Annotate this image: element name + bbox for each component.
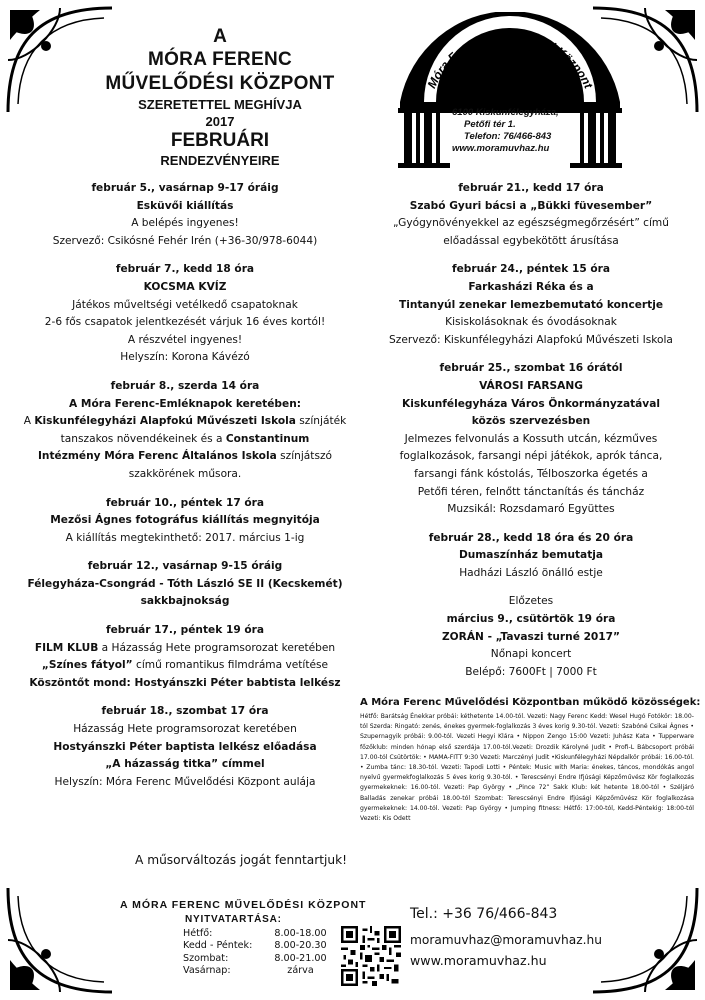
event-title: Szabó Gyuri bácsi a „Bükki füvesember”: [409, 199, 653, 212]
event-date: február 24., péntek 15 óra: [451, 263, 611, 276]
opening-hours-title: NYITVATARTÁSA:: [185, 914, 282, 925]
event-line: előadással egybekötött árusítása: [443, 234, 619, 247]
event-line: „Színes fátyol” című romantikus filmdráma vetítése: [41, 659, 329, 672]
event-block: [5, 180, 365, 250]
event-line: Szervező: Csikósné Fehér Irén (+36-30/978-6044): [52, 234, 318, 247]
event-title: Dumaszínház bemutatja: [458, 549, 604, 562]
event-title: Tintanyúl zenekar lemezbemutató koncertje: [398, 298, 664, 311]
event-line: A részvétel ingyenes!: [127, 333, 243, 346]
header-line: FEBRUÁRI: [170, 130, 270, 151]
event-block: [5, 622, 365, 692]
event-title: A Móra Ferenc-Emléknapok keretében:: [69, 397, 301, 410]
web-line: www.moramuvhaz.hu: [452, 143, 550, 154]
event-line: A kiállítás megtekinthető: 2017. március 1-ig: [65, 531, 305, 544]
website-link[interactable]: www.moramuvhaz.hu: [410, 953, 547, 968]
event-line: sakkbajnokság: [140, 595, 230, 608]
header-line: MŰVELŐDÉSI KÖZPONT: [105, 73, 335, 94]
event-line: Köszöntőt mond: Hostyánszki Péter babtista lelkész: [29, 676, 341, 689]
hours-row: Szombat: 8.00-21.00: [183, 952, 327, 964]
hours-row: Vasárnap: zárva: [183, 964, 314, 976]
event-line: 2-6 fős csapatok jelentkezését várjuk 16 éves kortól!: [44, 316, 326, 329]
event-line: Helyszín: Móra Ferenc Művelődési Központ aulája: [54, 775, 316, 788]
event-date: február 25., szombat 16 órától: [439, 362, 623, 375]
header-line: 2017: [205, 114, 235, 129]
corner-ornament: [585, 880, 705, 1000]
qr-code[interactable]: [341, 926, 401, 986]
phone-line: Telefon: 76/466-843: [464, 131, 552, 142]
phone-number[interactable]: Tel.: +36 76/466-843: [410, 906, 558, 922]
event-line: Szervező: Kiskunfélegyházi Alapfokú Művészeti Iskola: [389, 333, 673, 346]
logo-arc-text: Móra Ferenc Művelődési Központ: [424, 28, 596, 91]
event-block: [5, 261, 365, 367]
event-line: Muzsikál: Rozsdamaró Együttes: [447, 503, 615, 516]
communities-title: A Móra Ferenc Művelődési Központban működő közösségek:: [360, 697, 701, 708]
event-line: foglalkozások, farsangi népi játékok, aprók tánca,: [399, 450, 663, 463]
hours-row: Kedd - Péntek: 8.00-20.30: [183, 940, 327, 952]
opening-hours: [183, 928, 333, 977]
header-line: RENDEZVÉNYEIRE: [160, 153, 280, 168]
event-line: Jelmezes felvonulás a Kossuth utcán, kézműves: [404, 432, 658, 445]
event-date: február 18., szombat 17 óra: [101, 705, 269, 718]
hours-row: Hétfő: 8.00-18.00: [183, 928, 327, 939]
event-title: Hostyánszki Péter baptista lelkész előadása: [53, 740, 317, 753]
email-address[interactable]: moramuvhaz@moramuvhaz.hu: [410, 933, 602, 947]
event-title: KOCSMA KVÍZ: [143, 280, 227, 293]
event-date: február 8., szerda 14 óra: [110, 379, 260, 392]
event-line: Nőnapi koncert: [490, 648, 572, 661]
event-line: Kiskunfélegyháza Város Önkormányzatával: [402, 397, 660, 410]
event-line: Petőfi téren, felnőtt tánctanítás és táncház: [417, 485, 645, 498]
contact-info: [410, 904, 602, 972]
event-date: február 12., vasárnap 9-15 óráig: [87, 560, 283, 573]
event-date: március 9., csütörtök 19 óra: [446, 613, 616, 626]
event-line: farsangi fánk kóstolás, Télboszorka égetés a: [414, 467, 648, 480]
right-events-column: [360, 180, 702, 692]
event-line: Helyszín: Korona Kávézó: [120, 351, 250, 364]
event-line: szakkörének műsora.: [128, 467, 242, 480]
event-title: Félegyháza-Csongrád - Tóth László SE II (Kecskemét): [27, 577, 343, 590]
event-block: [360, 180, 702, 250]
corner-ornament: [0, 880, 120, 1000]
event-date: február 28., kedd 18 óra és 20 óra: [428, 531, 634, 544]
event-date: február 10., péntek 17 óra: [105, 496, 265, 509]
event-date: február 17., péntek 19 óra: [105, 624, 265, 637]
event-line: A belépés ingyenes!: [131, 217, 239, 230]
event-line: Játékos műveltségi vetélkedő csapatoknak: [72, 298, 298, 311]
event-title: Mezősi Ágnes fotográfus kiállítás megnyitója: [50, 514, 320, 527]
address-line: 6100 Kiskunfélegyháza,: [452, 107, 559, 118]
event-line: „Gyógynövényekkel az egészségmegőrzésért” című: [393, 217, 669, 230]
event-block: [5, 495, 365, 548]
communities-section: [360, 697, 701, 824]
event-line: Intézmény Móra Ferenc Általános Iskola színjátszó: [37, 450, 333, 463]
poster-header: [70, 26, 370, 169]
event-title: Farkasházi Réka és a: [468, 280, 594, 293]
event-block: [5, 558, 365, 611]
event-line: közös szervezésben: [471, 415, 591, 428]
event-block: [5, 703, 365, 791]
preview-block: [360, 593, 702, 681]
event-title: VÁROSI FARSANG: [479, 379, 583, 392]
event-date: február 5., vasárnap 9-17 óráig: [91, 182, 279, 194]
disclaimer: A műsorváltozás jogát fenntartjuk!: [135, 853, 348, 867]
event-title: Esküvői kiállítás: [136, 199, 234, 212]
event-line: Házasság Hete programsorozat keretében: [73, 723, 297, 736]
address-line: Petőfi tér 1.: [464, 119, 516, 130]
event-block: [360, 261, 702, 349]
event-block: [360, 530, 702, 583]
event-block: [5, 378, 365, 484]
event-line: tanszakos növendékeinek és a Constantinum: [60, 432, 310, 445]
event-line: „A házasság titka” címmel: [105, 758, 265, 771]
left-events-column: [5, 180, 365, 802]
header-line: MÓRA FERENC: [147, 49, 293, 70]
communities-text: Hétfő: Barátság Énekkar próbái: kéthetente 14.00-tól. Vezeti: Nagy Ferenc Kedd: Wesel Hugó Fotókör: 18.00-tól Szerda: Ringató: zenés, énekes gyermek-foglalkozás 3 éves korig 9.30-tól. Vezeti: Szabóné Csikai Ágnes • Szupernagyik próbái: 9.00-tól. Vezeti Hegyi Klára • Nippon Zengo 15:00 Vezeti: Juhász Kata • Tupperware főzőklub: minden hónap első szerdája 17.00-tól.Vezeti: Drozdik Károlyné Judit • Profi-L Bábcsoport próbái 17.00-tól Csütörtök: • MAMA-FITT 9:30 Vezeti: Marczényi Judit •Kiskunfélegyházi Népdalkör próbái: 16.00-tól. • Zumba tánc: 18.30-tól. Vezeti: Tapodi Lotti • Péntek: Music with Maria: énekes, táncos, mondókás angol nyelvű gyermekfoglalkozás 5 éves korig 9.30-tól. • Terescsényi Endre Ifjúsági Képzőművész Kör foglalkozás gyermekeknek: 16.00-tól. Vezeti: Pap György • „Pince 72” Sakk Klub: két hetente 18.00-tól • Széljáró Balladás zenekar próbái 18.00-tól Szombat: Terescsényi Endre Ifjúsági Képzőművész Kör foglalkozása gyermekeknek: 14.00-tól. Vezeti: Pap György • Jumping fitness: Hétfő: 17:00-tól, Kedd-Péntekig: 18:00-tól Vezeti: Kis Odett: [360, 713, 694, 823]
footer-title: A MÓRA FERENC MŰVELŐDÉSI KÖZPONT: [120, 899, 367, 911]
event-line: Hadházi László önálló estje: [459, 566, 603, 579]
event-block: [360, 360, 702, 518]
preview-label: Előzetes: [508, 595, 554, 608]
logo-address: [452, 107, 559, 155]
event-date: február 7., kedd 18 óra: [115, 263, 255, 276]
event-line: Kisiskolásoknak és óvodásoknak: [445, 316, 617, 329]
header-line: SZERETETTEL MEGHÍVJA: [138, 97, 302, 112]
event-title: ZORÁN - „Tavaszi turné 2017”: [441, 630, 621, 643]
event-date: február 21., kedd 17 óra: [458, 182, 604, 194]
event-title: FILM KLUB a Házasság Hete programsorozat keretében: [34, 641, 336, 654]
event-line: Belépő: 7600Ft | 7000 Ft: [465, 665, 597, 678]
event-line: A Kiskunfélegyházi Alapfokú Művészeti Iskola színjáték: [23, 415, 347, 428]
header-line: A: [213, 26, 227, 47]
